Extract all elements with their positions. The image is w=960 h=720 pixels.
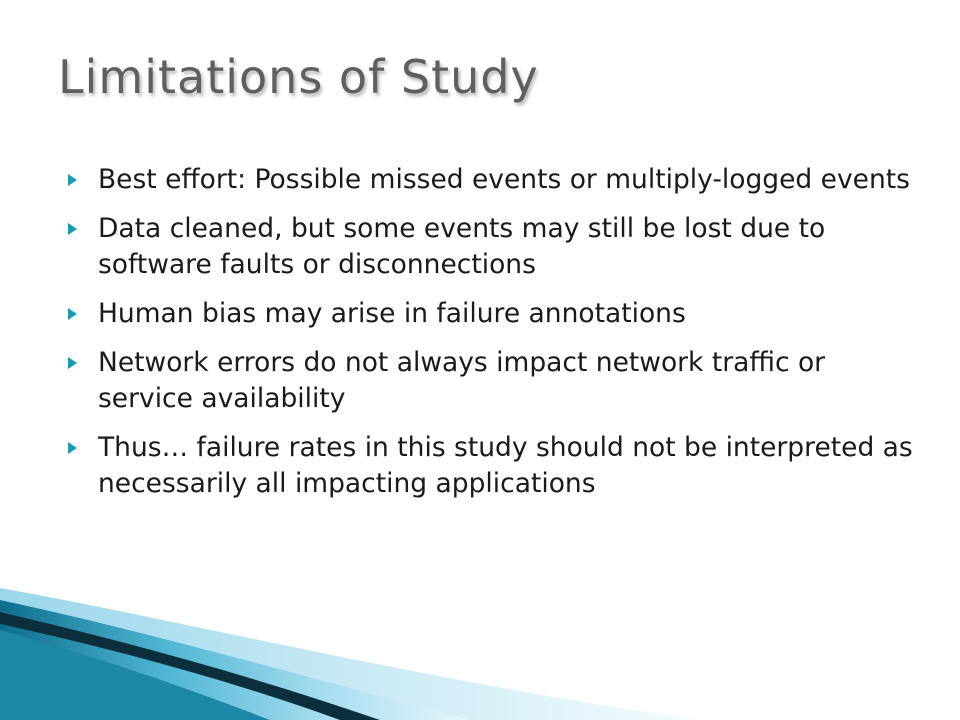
bullet-list (63, 162, 913, 515)
bullet-text: Human bias may arise in failure annotations (98, 298, 686, 329)
triangle-bullet-icon (68, 223, 77, 235)
bullet-item (63, 211, 913, 283)
decorative-swoosh (0, 560, 960, 720)
bullet-item (63, 430, 913, 502)
triangle-bullet-icon (68, 174, 77, 186)
bullet-item (63, 162, 913, 198)
bullet-text: Thus… failure rates in this study should not be interpreted as necessarily all impacting applications (98, 432, 913, 499)
slide-title: Limitations of Study (58, 50, 539, 104)
triangle-bullet-icon (68, 442, 77, 454)
bullet-text: Best effort: Possible missed events or multiply-logged events (98, 164, 910, 195)
bullet-text: Network errors do not always impact network traffic or service availability (98, 347, 826, 414)
bullet-text: Data cleaned, but some events may still be lost due to software faults or disconnections (98, 213, 826, 280)
triangle-bullet-icon (68, 308, 77, 320)
bullet-item (63, 345, 913, 417)
bullet-item (63, 296, 913, 332)
triangle-bullet-icon (68, 357, 77, 369)
